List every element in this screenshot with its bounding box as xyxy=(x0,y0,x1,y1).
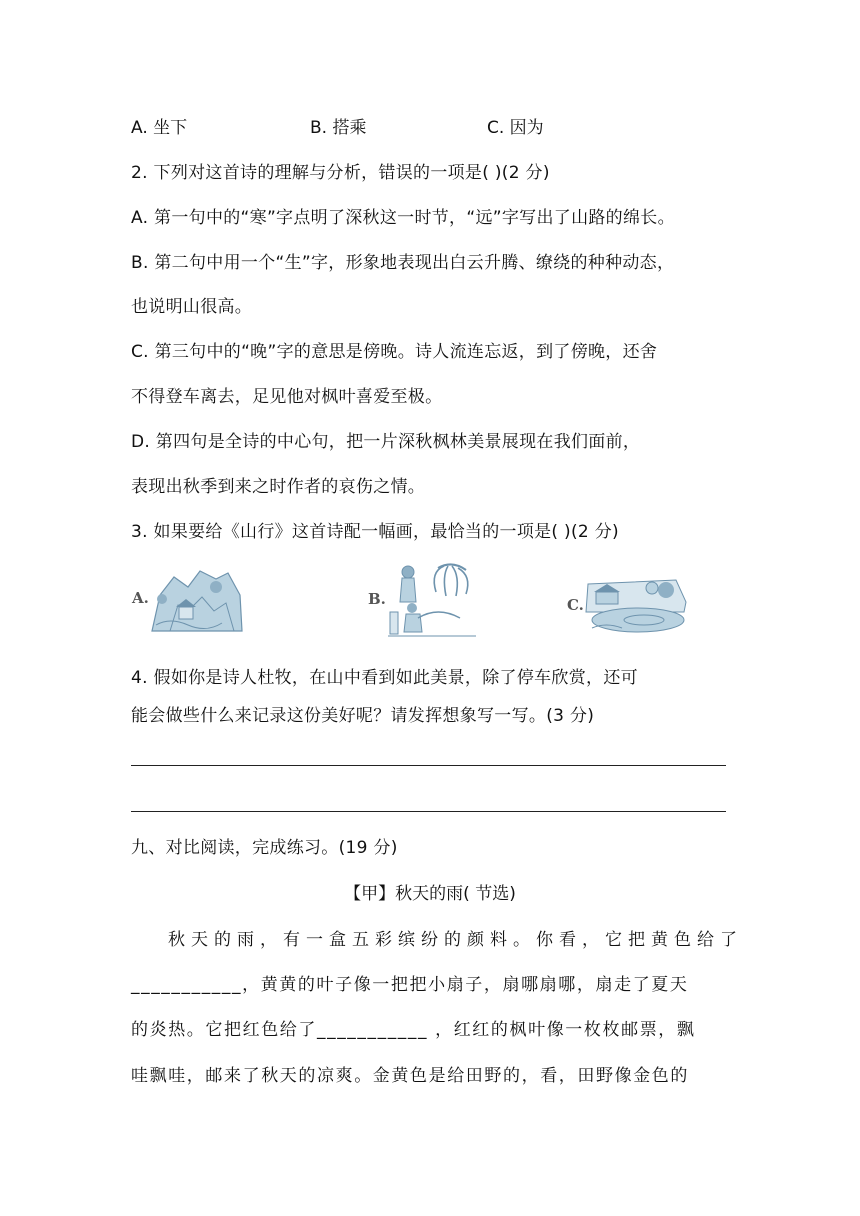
q3-stem: 3. 如果要给《山行》这首诗配一幅画，最恰当的一项是( )(2 分) xyxy=(131,522,619,542)
passage-title: 【甲】秋天的雨( 节选) xyxy=(344,884,516,904)
passage-line-1: 秋天的雨，有一盒五彩缤纷的颜料。你看，它把黄色给了 xyxy=(168,930,743,950)
q2-option-d-line1[interactable]: D. 第四句是全诗的中心句，把一片深秋枫林美景展现在我们面前， xyxy=(131,432,641,452)
q3-picture-b-label: B. xyxy=(368,590,386,608)
q4-line1: 4. 假如你是诗人杜牧，在山中看到如此美景，除了停车欣赏，还可 xyxy=(131,668,638,688)
q2-option-b-line1[interactable]: B. 第二句中用一个“生”字，形象地表现出白云升腾、缭绕的种种动态， xyxy=(131,253,675,273)
q3-picture-b[interactable] xyxy=(368,562,478,638)
q4-line2: 能会做些什么来记录这份美好呢？请发挥想象写一写。(3 分) xyxy=(131,706,595,726)
q1-option-c[interactable]: C. 因为 xyxy=(487,118,544,138)
passage-line-2[interactable]: ___________，黄黄的叶子像一把把小扇子，扇哪扇哪，扇走了夏天 xyxy=(131,975,689,995)
q2-option-c-line1[interactable]: C. 第三句中的“晚”字的意思是傍晚。诗人流连忘返，到了傍晚，还舍 xyxy=(131,342,658,362)
q2-option-d-line2[interactable]: 表现出秋季到来之时作者的哀伤之情。 xyxy=(131,477,426,497)
q3-picture-a-label: A. xyxy=(132,589,149,607)
answer-line-1[interactable] xyxy=(131,765,726,766)
q2-option-a[interactable]: A. 第一句中的“寒”字点明了深秋这一时节，“远”字写出了山路的绵长。 xyxy=(131,208,675,228)
passage-line-4: 哇飘哇，邮来了秋天的凉爽。金黄色是给田野的，看，田野像金色的 xyxy=(131,1066,689,1086)
section-9-heading: 九、对比阅读，完成练习。(19 分) xyxy=(131,838,398,858)
q2-stem: 2. 下列对这首诗的理解与分析，错误的一项是( )(2 分) xyxy=(131,163,550,183)
q1-option-a[interactable]: A. 坐下 xyxy=(131,118,188,138)
q2-option-c-line2[interactable]: 不得登车离去，足见他对枫叶喜爱至极。 xyxy=(131,387,443,407)
lake-garden-illustration xyxy=(566,572,690,636)
passage-line-3[interactable]: 的炎热。它把红色给了___________ ，红红的枫叶像一枚枚邮票，飘 xyxy=(131,1020,696,1040)
answer-line-2[interactable] xyxy=(131,811,726,812)
q3-picture-c-label: C. xyxy=(567,596,584,614)
q3-picture-c[interactable] xyxy=(566,572,690,636)
q2-option-b-line2[interactable]: 也说明山很高。 xyxy=(131,297,253,317)
q3-picture-a[interactable] xyxy=(130,565,245,633)
q1-option-b[interactable]: B. 搭乘 xyxy=(310,118,367,138)
